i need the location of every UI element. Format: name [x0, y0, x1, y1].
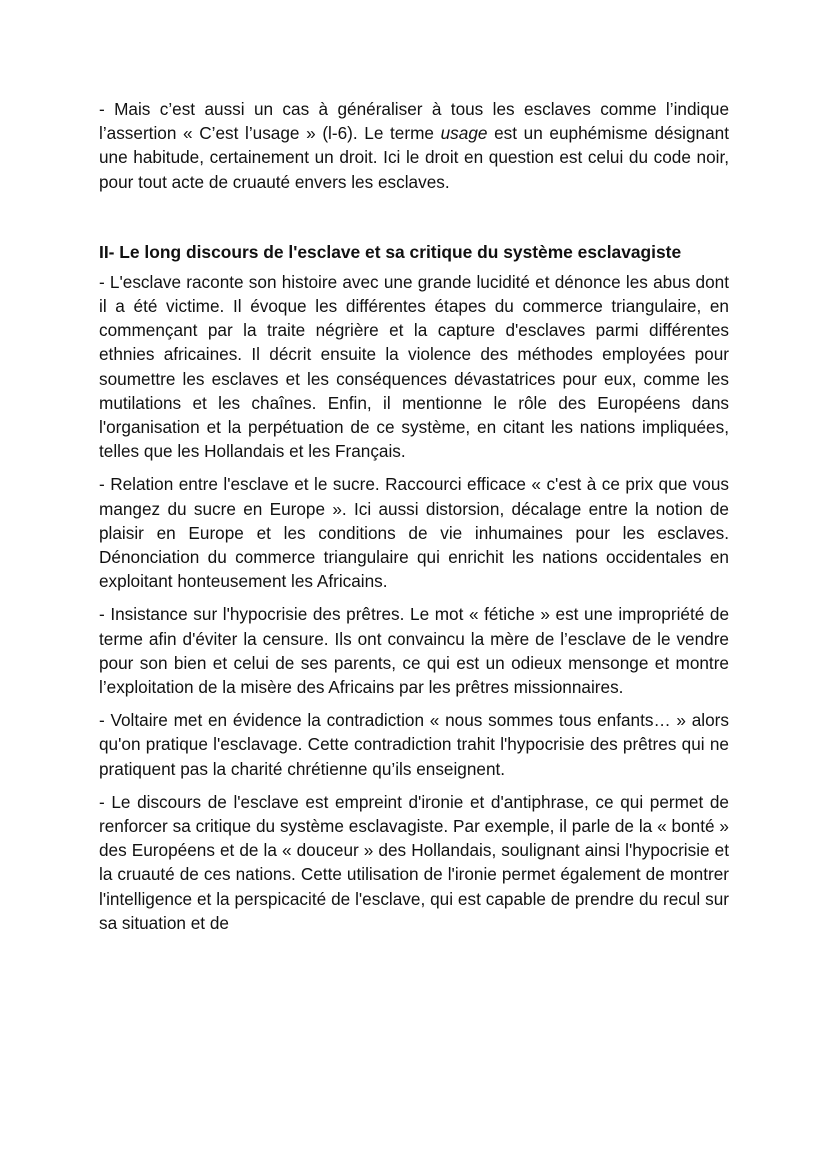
intro-italic-term: usage: [440, 123, 488, 144]
paragraph-priests-hypocrisy: - Insistance sur l'hypocrisie des prêtres. Le mot « fétiche » est une impropriété de terme afin d'éviter la censure. Ils ont convaincu la mère de l’esclave de le vendre pour son bien et celui de ses parents, ce qui est un odieux mensonge et montre l’exploitation de la misère des Africains par les prêtres missionnaires.: [99, 604, 729, 698]
section-heading: II- Le long discours de l'esclave et sa critique du système esclavagiste: [99, 241, 682, 262]
intro-text-start: - Mais c’est aussi un cas à généraliser à tous les esclaves comme l’indique l’assertion « C’est l’usage » (l-6). Le terme: [99, 99, 729, 144]
document-page: [99, 97, 729, 944]
paragraph-irony: - Le discours de l'esclave est empreint d'ironie et d'antiphrase, ce qui permet de renforcer sa critique du système esclavagiste. Par exemple, il parle de la « bonté » des Européens et de la « douceur » des Hollandais, soulignant ainsi l'hypocrisie et la cruauté de ces nations. Cette utilisation de l'ironie permet également de montrer l'intelligence et la perspicacité de l'esclave, qui est capable de prendre du recul sur sa situation et de: [99, 791, 729, 933]
paragraph-contradiction: - Voltaire met en évidence la contradiction « nous sommes tous enfants… » alors qu'on pratique l'esclavage. Cette contradiction trahit l'hypocrisie des prêtres qui ne pratiquent pas la charité chrétienne qu’ils enseignent.: [99, 710, 729, 779]
intro-text-end: est un euphémisme désignant une habitude, certainement un droit. Ici le droit en question est celui du code noir, pour tout acte de cruauté envers les esclaves.: [99, 123, 729, 192]
paragraph-slave-story: - L'esclave raconte son histoire avec une grande lucidité et dénonce les abus dont il a été victime. Il évoque les différentes étapes du commerce triangulaire, en commençant par la traite négrière et la capture d'esclaves parmi différentes ethnies africaines. Il décrit ensuite la violence des méthodes employées pour soumettre les esclaves et les conséquences dévastatrices pour eux, comme les mutilations et les chaînes. Enfin, il mentionne le rôle des Européens dans l'organisation et la perpétuation de ce système, en citant les nations impliquées, telles que les Hollandais et les Français.: [99, 271, 729, 462]
intro-paragraph: [99, 97, 729, 194]
paragraph-sugar: - Relation entre l'esclave et le sucre. Raccourci efficace « c'est à ce prix que vous mangez du sucre en Europe ». Ici aussi distorsion, décalage entre la notion de plaisir en Europe et les conditions de vie inhumaines pour les esclaves. Dénonciation du commerce triangulaire qui enrichit les nations occidentales en exploitant honteusement les Africains.: [99, 474, 729, 592]
